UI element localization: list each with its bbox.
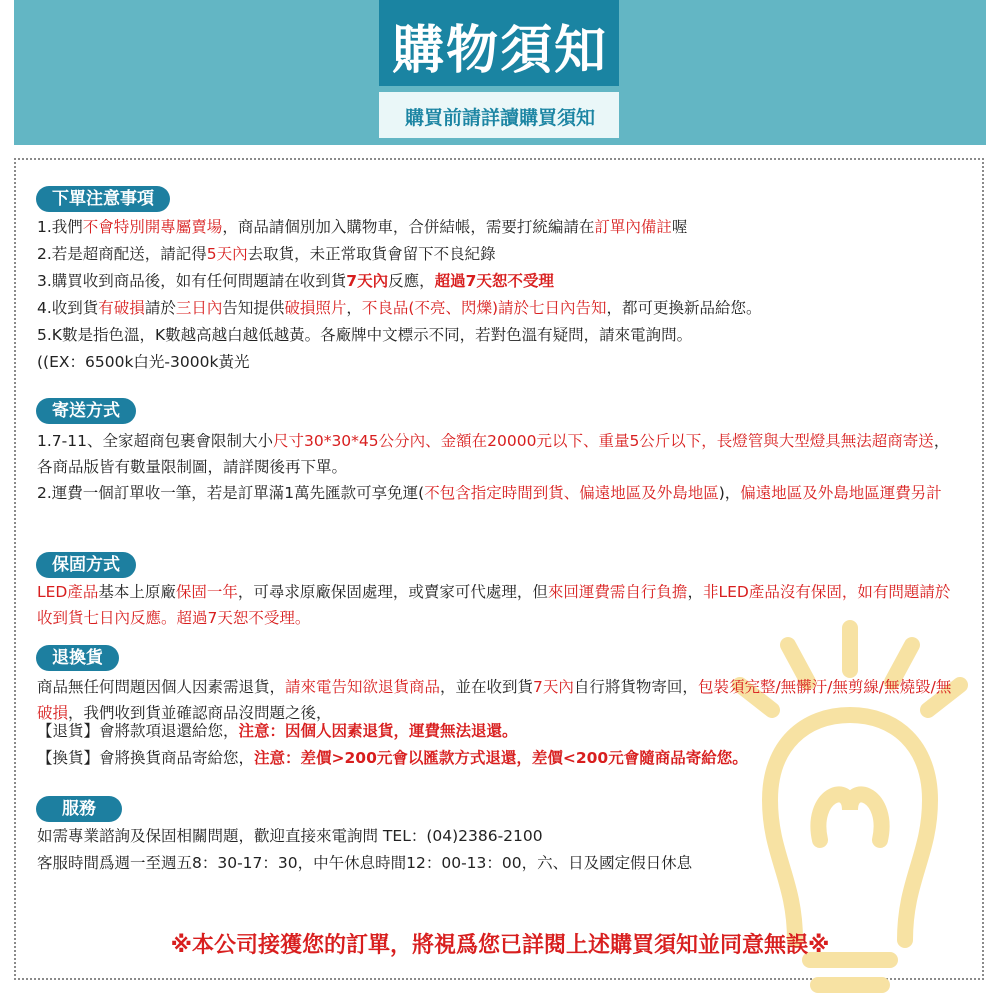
section-order-heading: 下單注意事項 xyxy=(36,186,170,212)
order-line-3: 3.購買收到商品後，如有任何問題請在收到貨7天內反應，超過7天恕不受理 xyxy=(37,272,554,290)
service-line-1: 如需專業諮詢及保固相關問題，歡迎直接來電詢問 TEL：(04)2386-2100 xyxy=(37,827,543,845)
shipping-paragraph-2: 2.運費一個訂單收一筆，若是訂單滿1萬先匯款可享免運(不包含指定時間到貨、偏遠地區及外島地區)，偏遠地區及外島地區運費另計 xyxy=(37,484,942,502)
page-title: 購物須知 xyxy=(391,21,608,81)
section-service-heading: 服務 xyxy=(36,796,122,822)
footer-notice: ※本公司接獲您的訂單，將視爲您已詳閱上述購買須知並同意無誤※ xyxy=(170,933,830,958)
section-warranty-heading: 保固方式 xyxy=(36,552,136,578)
page-subtitle: 購買前請詳讀購買須知 xyxy=(404,107,595,129)
warranty-paragraph: LED產品基本上原廠保固一年，可尋求原廠保固處理，或賣家可代處理，但來回運費需自行負擔，非LED產品沒有保固，如有問題請於收到貨七日內反應。超過7天恕不受理。 xyxy=(37,583,951,627)
section-returns-heading: 退換貨 xyxy=(36,645,119,671)
section-shipping-heading: 寄送方式 xyxy=(36,398,136,424)
returns-paragraph: 商品無任何問題因個人因素需退貨，請來電告知欲退貨商品，並在收到貨7天內自行將貨物寄回，包裝須完整/無髒汙/無剪線/無燒毀/無破損，我們收到貨並確認商品沒問題之後， xyxy=(37,678,952,722)
service-line-2: 客服時間爲週一至週五8：30-17：30，中午休息時間12：00-13：00，六、日及國定假日休息 xyxy=(37,854,693,872)
order-line-6: ((EX：6500k白光-3000k黃光 xyxy=(37,353,250,371)
shipping-paragraph-1: 1.7-11、全家超商包裹會限制大小尺寸30*30*45公分內、金額在20000元以下、重量5公斤以下，長燈管與大型燈具無法超商寄送，各商品版皆有數量限制圖，請詳閱後再下單。 xyxy=(37,432,950,476)
returns-refund-line: 【退貨】會將款項退還給您，注意：因個人因素退貨，運費無法退還。 xyxy=(37,722,518,740)
order-line-2: 2.若是超商配送，請記得5天內去取貨，未正常取貨會留下不良紀錄 xyxy=(37,245,496,263)
order-line-5: 5.K數是指色溫，K數越高越白越低越黃。各廠牌中文標示不同，若對色溫有疑問，請來電詢問。 xyxy=(37,326,693,344)
order-line-1: 1.我們不會特別開專屬賣場，商品請個別加入購物車，合併結帳，需要打統編請在訂單內備註喔 xyxy=(37,218,688,236)
order-line-4: 4.收到貨有破損請於三日內告知提供破損照片，不良品(不亮、閃爍)請於七日內告知，都可更換新品給您。 xyxy=(37,299,762,317)
returns-exchange-line: 【換貨】會將換貨商品寄給您，注意：差價>200元會以匯款方式退還，差價<200元會隨商品寄給您。 xyxy=(37,749,748,767)
